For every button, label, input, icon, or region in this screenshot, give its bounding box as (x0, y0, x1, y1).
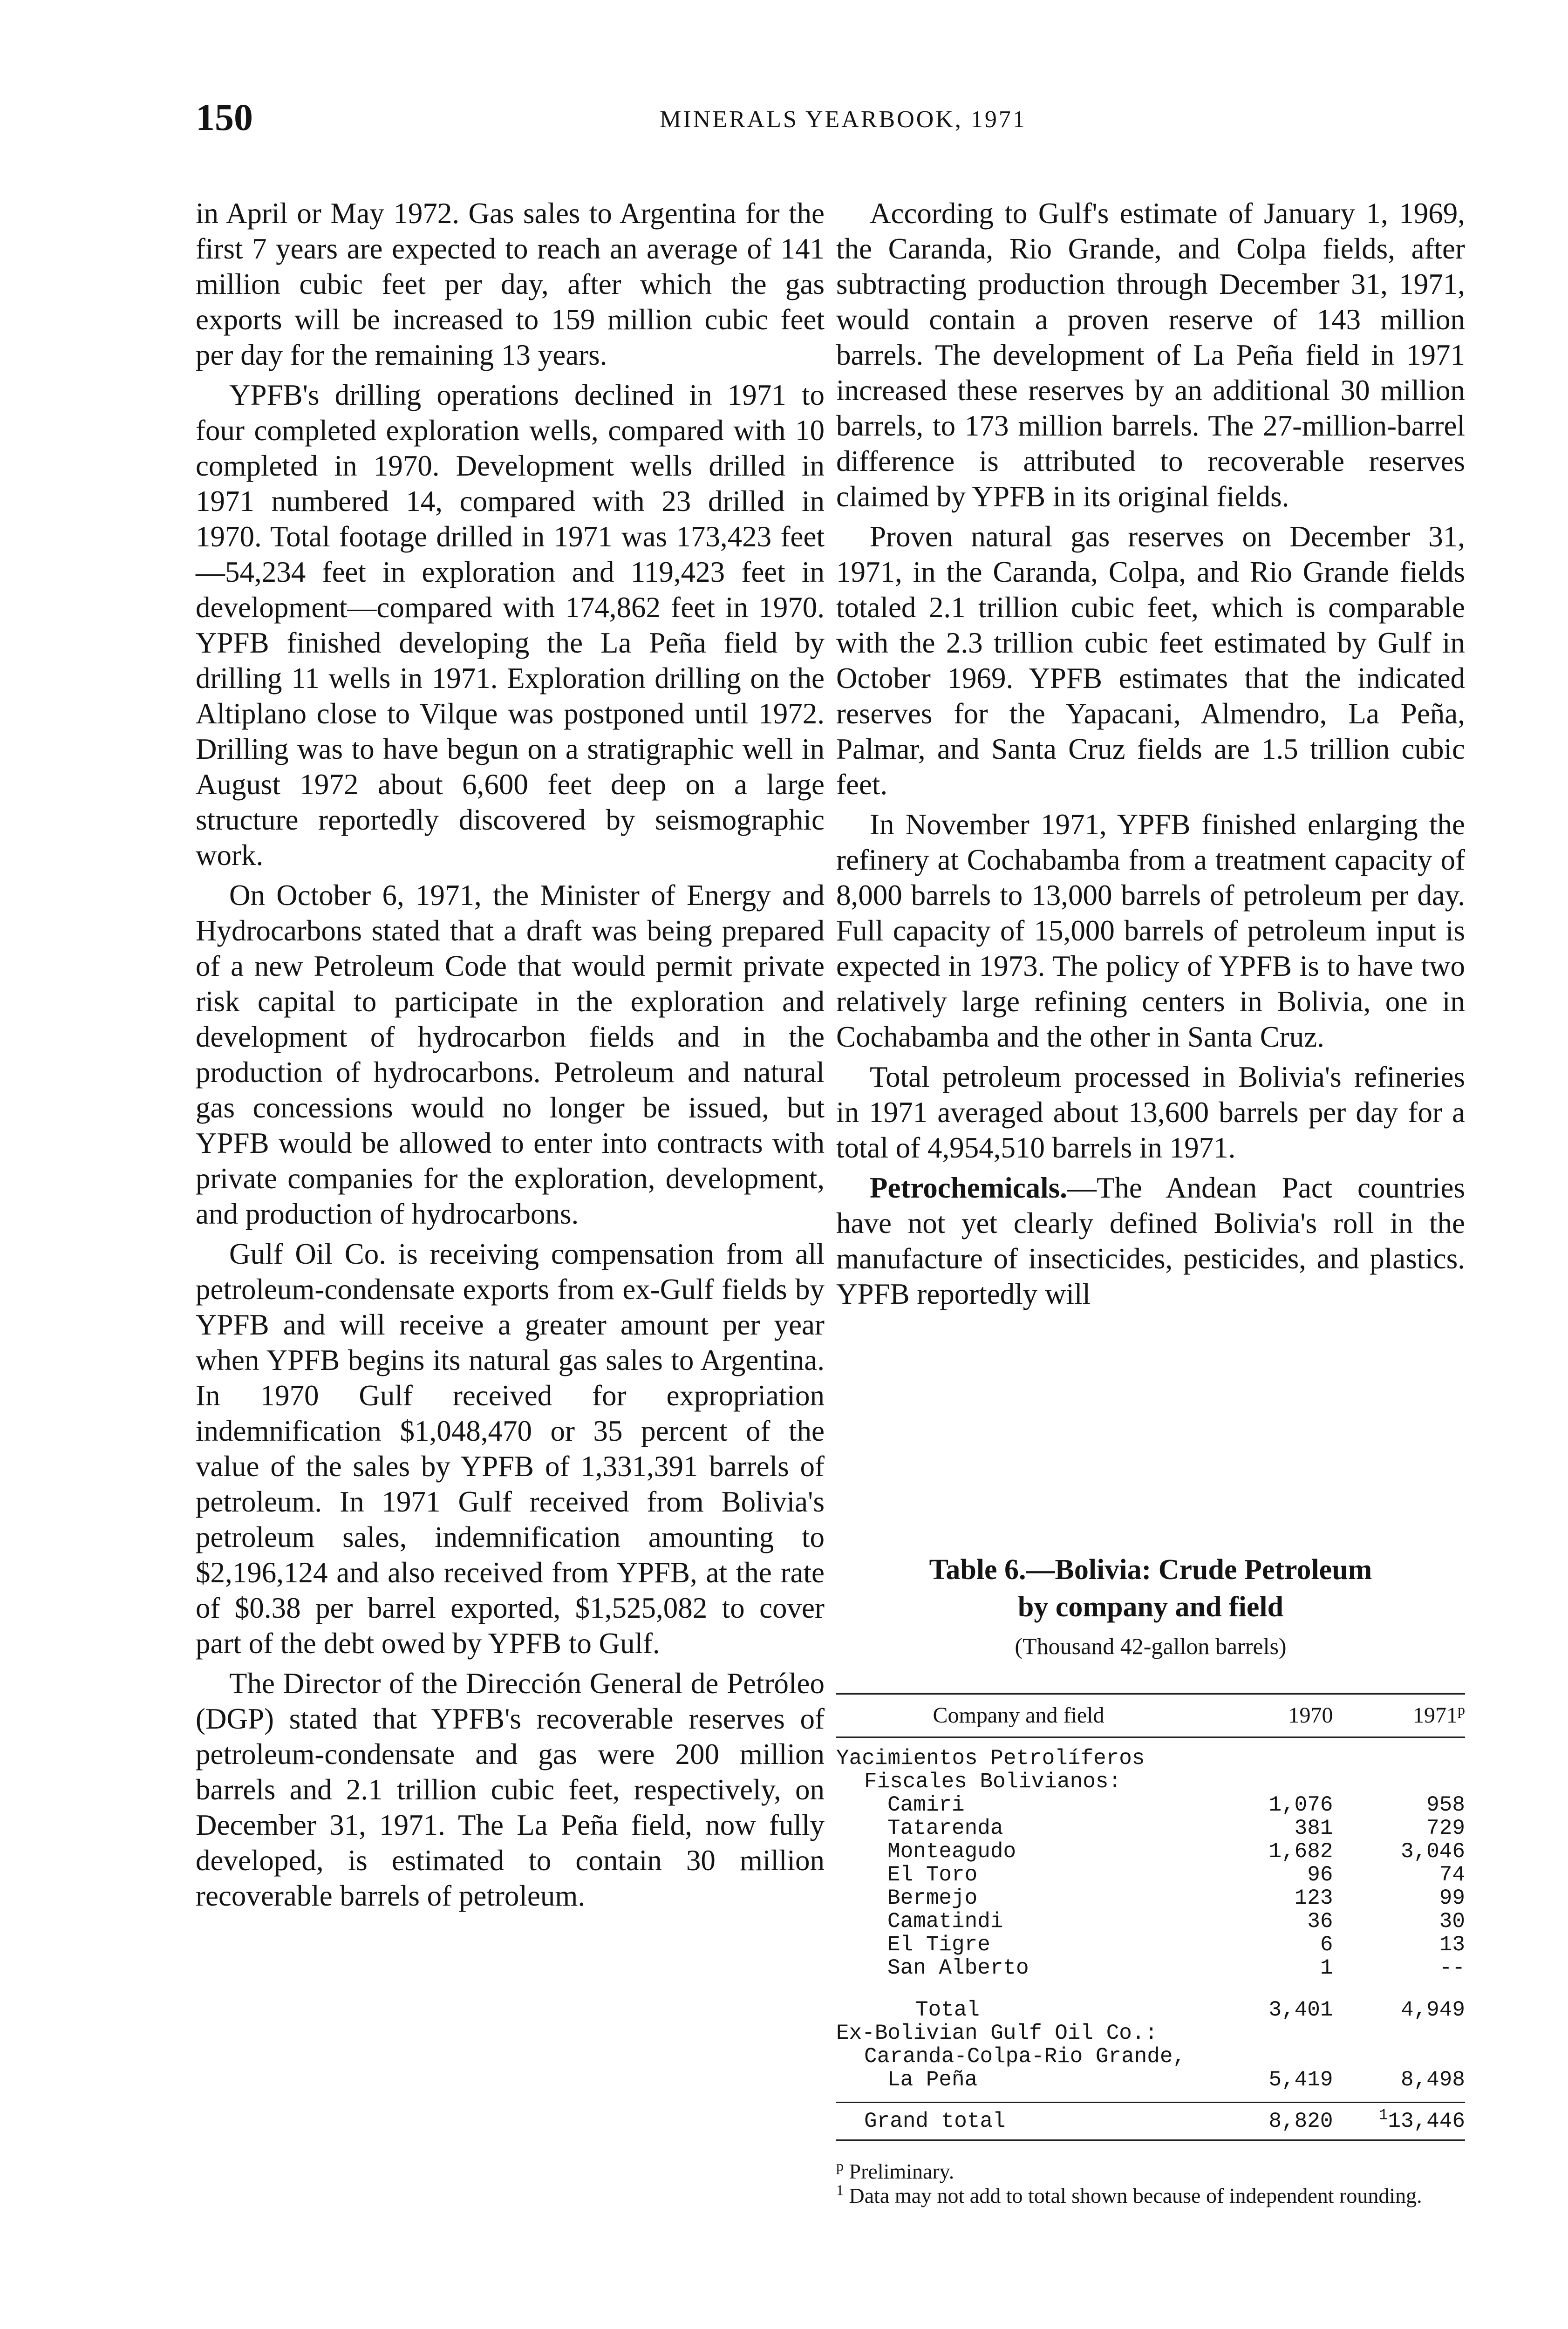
paragraph: YPFB's drilling operations declined in 1971 to four completed exploration wells, compared with 10 completed in 1970. Development wells drilled in 1971 numbered 14, compared with 23 drilled in 1970. Total footage drilled in 1971 was 173,423 feet—54,234 feet in exploration and 119,423 feet in development—compared with 174,862 feet in 1970. YPFB finished developing the La Peña field by drilling 11 wells in 1971. Exploration drilling on the Altiplano close to Vilque was postponed until 1972. Drilling was to have begun on a stratigraphic well in August 1972 about 6,600 feet deep on a large structure reportedly discovered by seismographic work. (196, 379, 825, 872)
table-6 (836, 1551, 1465, 2208)
value-1970: 6 (1320, 1932, 1333, 1957)
row-label: Ex-Bolivian Gulf Oil Co.: (836, 2021, 1158, 2045)
value-1971: 729 (1426, 1816, 1465, 1840)
table-row (836, 1910, 1465, 1933)
table-row (836, 1863, 1465, 1886)
col-header-1970: 1970 (1201, 1694, 1333, 1737)
value-1970: 1,076 (1268, 1792, 1333, 1817)
value-1971 (1333, 2022, 1466, 2045)
paragraph: Proven natural gas reserves on December 31, 1971, in the Caranda, Colpa, and Rio Grande fields totaled 2.1 trillion cubic feet, which is comparable with the 2.3 trillion cubic feet estimated by Gulf in October 1969. YPFB estimates that the indicated reserves for the Yapacani, Almendro, La Peña, Palmar, and Santa Cruz fields are 1.5 trillion cubic feet. (836, 520, 1465, 801)
row-label: Tatarenda (887, 1816, 1003, 1840)
table-row (836, 2068, 1465, 2091)
row-label: Total (915, 1997, 980, 2022)
value-1970: 1,682 (1268, 1839, 1333, 1864)
value-1970: 8,820 (1201, 2103, 1333, 2140)
footnote: $^1$ Data may not add to total shown because of independent rounding. (836, 2181, 1422, 2207)
left-column (196, 196, 825, 1918)
group-label: Yacimientos Petrolíferos (836, 1746, 1145, 1771)
paragraph (836, 1170, 1465, 1312)
row-label: El Tigre (887, 1932, 990, 1957)
table-title (836, 1551, 1465, 1626)
value-1970: 5,419 (1268, 2067, 1333, 2092)
row-label: Camiri (887, 1792, 965, 1817)
row-label: Bermejo (887, 1886, 978, 1910)
value-1971: -- (1439, 1955, 1465, 1980)
row-label: Monteagudo (887, 1839, 1016, 1864)
value-1971: 74 (1439, 1862, 1465, 1887)
table-header-row (836, 1694, 1465, 1737)
section-text: —The Andean Pact countries have not yet clearly defined Bolivia's roll in the manufacture of insecticides, pesticides, and plastics. YPFB reportedly will (836, 1171, 1465, 1310)
running-title: MINERALS YEARBOOK, 1971 (660, 106, 1027, 133)
value-1971: 99 (1439, 1886, 1465, 1910)
table-row (836, 1770, 1465, 1793)
value-1970: 36 (1307, 1909, 1333, 1934)
right-column (836, 196, 1465, 1316)
value-1971: 30 (1439, 1909, 1465, 1934)
table-row (836, 1933, 1465, 1956)
value-1971: 4,949 (1400, 1997, 1465, 2022)
table-row (836, 1956, 1465, 1980)
value-1970 (1201, 2045, 1333, 2068)
paragraph: in April or May 1972. Gas sales to Argentina for the first 7 years are expected to reach an average of 141 million cubic feet per day, after which the gas exports will be increased to 159 million cubic feet per day for the remaining 13 years. (196, 197, 825, 371)
section-heading: Petrochemicals. (870, 1171, 1067, 1204)
paragraph: According to Gulf's estimate of January 1, 1969, the Caranda, Rio Grande, and Colpa fields, after subtracting production through December 31, 1971, would contain a proven reserve of 143 million barrels. The development of La Peña field in 1971 increased these reserves by an additional 30 million barrels, to 173 million barrels. The 27-million-barrel difference is attributed to recoverable reserves claimed by YPFB in its original fields. (836, 197, 1465, 513)
table-title-line: by company and field (1017, 1591, 1284, 1623)
row-label: Grand total (836, 2103, 1201, 2140)
paragraph: In November 1971, YPFB finished enlarging the refinery at Cochabamba from a treatment capacity of 8,000 barrels to 13,000 barrels of petroleum per day. Full capacity of 15,000 barrels of petroleum input is expected in 1973. The policy of YPFB is to have two relatively large refining centers in Bolivia, one in Cochabamba and the other in Santa Cruz. (836, 808, 1465, 1053)
row-label: La Peña (887, 2067, 978, 2092)
row-label: Camatindi (887, 1909, 1003, 1934)
table-row (836, 1747, 1465, 1770)
row-label: San Alberto (887, 1955, 1029, 1980)
page-number: 150 (196, 96, 253, 138)
value-1970: 96 (1307, 1862, 1333, 1887)
value-1970: 123 (1294, 1886, 1333, 1910)
row-label: Caranda-Colpa-Rio Grande, (864, 2044, 1186, 2069)
table-title-line: Table 6.—Bolivia: Crude Petroleum (929, 1554, 1372, 1586)
page-header (196, 95, 1491, 147)
table-row (836, 2022, 1465, 2045)
paragraph: The Director of the Dirección General de Petróleo (DGP) stated that YPFB's recoverable reserves of petroleum-condensate and gas were 200 million barrels and 2.1 trillion cubic feet, respectively, on December 31, 1971. The La Peña field, now fully developed, is estimated to contain 30 million recoverable barrels of petroleum. (196, 1667, 825, 1912)
table-row (836, 2103, 1465, 2140)
paragraph: On October 6, 1971, the Minister of Energy and Hydrocarbons stated that a draft was being prepared of a new Petroleum Code that would permit private risk capital to participate in the exploration and development of hydrocarbon fields and in the production of hydrocarbons. Petroleum and natural gas concessions would no longer be issued, but YPFB would be allowed to enter into contracts with private companies for the exploration, development, and production of hydrocarbons. (196, 879, 825, 1230)
value-1970: 3,401 (1268, 1997, 1333, 2022)
col-header-1971: 1971$^p$ (1333, 1694, 1466, 1737)
table-row (836, 1817, 1465, 1840)
col-header-name: Company and field (836, 1694, 1201, 1737)
value-1971 (1333, 2045, 1466, 2068)
paragraph: Total petroleum processed in Bolivia's refineries in 1971 averaged about 13,600 barrels per day for a total of 4,954,510 barrels in 1971. (836, 1061, 1465, 1164)
table-row (836, 1886, 1465, 1910)
value-1971: 958 (1426, 1792, 1465, 1817)
value-1970 (1201, 2022, 1333, 2045)
table-units: (Thousand 42-gallon barrels) (1015, 1633, 1287, 1659)
data-table (836, 1693, 1465, 2141)
table-row (836, 1980, 1465, 2022)
table-row (836, 2045, 1465, 2068)
group-label: Fiscales Bolivianos: (864, 1769, 1122, 1794)
value-1970: 1 (1320, 1955, 1333, 1980)
table-notes (836, 2159, 1465, 2208)
value-1971: 8,498 (1400, 2067, 1465, 2092)
table-row (836, 1793, 1465, 1817)
row-label: El Toro (887, 1862, 978, 1887)
table-row (836, 1840, 1465, 1863)
value-1971: $^1$13,446 (1333, 2103, 1466, 2140)
value-1970: 381 (1294, 1816, 1333, 1840)
footnote: $^p$ Preliminary. (836, 2157, 954, 2183)
value-1971: 13 (1439, 1932, 1465, 1957)
paragraph: Gulf Oil Co. is receiving compensation from all petroleum-condensate exports from ex-Gulf fields by YPFB and will receive a greater amount per year when YPFB begins its natural gas sales to Argentina. In 1970 Gulf received for expropriation indemnification $1,048,470 or 35 percent of the value of the sales by YPFB of 1,331,391 barrels of petroleum. In 1971 Gulf received from Bolivia's petroleum sales, indemnification amounting to $2,196,124 and also received from YPFB, at the rate of $0.38 per barrel exported, $1,525,082 to cover part of the debt owed by YPFB to Gulf. (196, 1238, 825, 1660)
value-1971: 3,046 (1400, 1839, 1465, 1864)
